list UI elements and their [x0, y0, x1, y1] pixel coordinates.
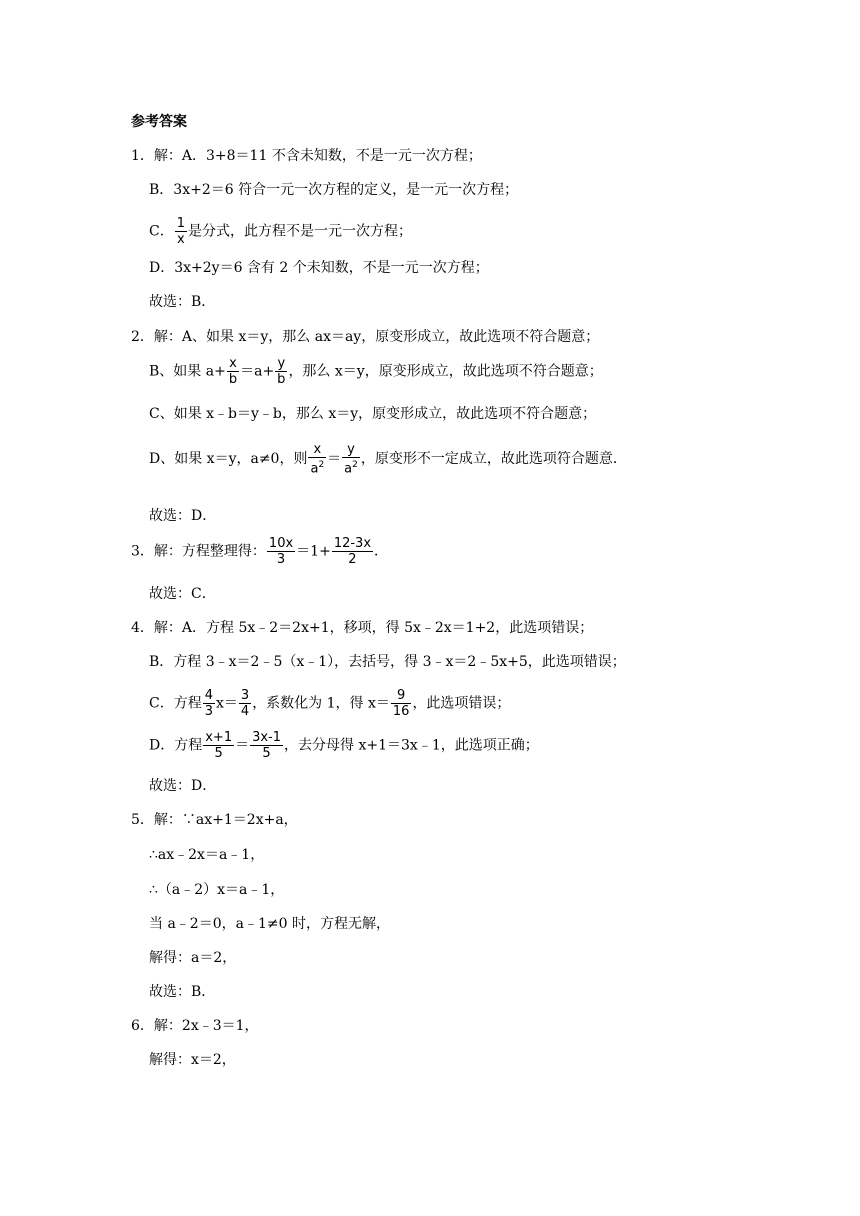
fraction-numerator: y [347, 442, 355, 457]
q4-line-4-prefix: D．方程 [149, 737, 203, 754]
exponent: 2 [318, 460, 325, 470]
fraction-4-over-3 [203, 688, 215, 719]
fraction-denominator: 5 [250, 745, 283, 761]
q3-line-1-suffix: ． [374, 543, 389, 560]
fraction-numerator: x [229, 356, 237, 371]
fraction-numerator: 1 [176, 216, 185, 231]
q1-line-2: B．3x+2＝6 符合一元一次方程的定义，是一元一次方程； [149, 182, 519, 198]
exponent: 2 [352, 460, 358, 470]
fraction-numerator: 9 [397, 688, 406, 703]
fraction-x+1-over-5 [203, 730, 234, 761]
fraction-denominator: 16 [392, 704, 410, 719]
q4-line-3-mid: x＝ [216, 695, 238, 712]
q5-line-1: 5．解：∵ax+1＝2x+a， [131, 812, 298, 828]
fraction-denominator: 4 [240, 704, 250, 719]
q2-line-5: 故选：D． [149, 508, 217, 524]
fraction-numerator: 3x-1 [252, 730, 282, 745]
q3-line-1-prefix: 3．解：方程整理得： [131, 543, 266, 560]
q2-line-4-mid: ＝ [327, 451, 342, 468]
q5-line-4: 当 a﹣2＝0，a﹣1≠0 时，方程无解， [149, 916, 390, 932]
q2-line-2-mid: ＝a+ [240, 363, 275, 380]
fraction-x-over-a-squared [308, 442, 326, 476]
q2-line-2-suffix: ，那么 x＝y，原变形成立，故此选项不符合题意； [288, 363, 603, 380]
q1-line-4: D．3x+2y＝6 含有 2 个未知数，不是一元一次方程； [149, 260, 489, 276]
fraction-1-over-x [175, 216, 187, 247]
q4-line-2: B．方程 3﹣x＝2﹣5（x﹣1），去括号，得 3﹣x＝2﹣5x+5，此选项错误； [149, 654, 626, 670]
q3-line-2: 故选：C． [149, 586, 216, 602]
fraction-denominator: x [175, 231, 187, 247]
fraction-3-over-4 [239, 688, 251, 719]
q3-line-1 [131, 536, 388, 567]
fraction-numerator: y [277, 356, 286, 371]
fraction-3x-1-over-5 [250, 730, 283, 761]
fraction-numerator: 12-3x [333, 536, 372, 551]
fraction-numerator: x [313, 442, 322, 457]
q2-line-4 [149, 442, 627, 476]
q1-line-3-prefix: C． [149, 223, 174, 240]
q4-line-3 [149, 688, 510, 719]
q2-line-2-prefix: B、如果 a+ [149, 363, 226, 380]
q1-line-3 [149, 216, 412, 247]
q4-line-3-prefix: C．方程 [149, 695, 202, 712]
q2-line-4-suffix: ，原变形不一定成立，故此选项符合题意． [360, 451, 627, 468]
q5-line-5: 解得：a＝2， [149, 950, 237, 966]
q4-line-4-mid: ＝ [235, 737, 250, 754]
fraction-y-over-b [275, 356, 287, 387]
fraction-numerator: 3 [240, 688, 250, 703]
q4-line-4-suffix: ，去分母得 x+1＝3x﹣1，此选项正确； [284, 737, 539, 754]
q2-line-4-prefix: D、如果 x＝y，a≠0，则 [149, 451, 308, 468]
q4-line-3-suffix: ，此选项错误； [412, 695, 511, 712]
fraction-12-3x-over-2 [332, 536, 373, 567]
fraction-10x-over-3 [267, 536, 295, 567]
q5-line-3: ∴（a﹣2）x＝a﹣1， [149, 882, 285, 898]
q6-line-2: 解得：x＝2， [149, 1052, 236, 1068]
q4-line-4 [149, 730, 539, 761]
q1-line-5: 故选：B． [149, 294, 216, 310]
fraction-y-over-a-squared [342, 442, 360, 476]
page-title: 参考答案 [131, 114, 187, 130]
fraction-denominator [342, 457, 360, 476]
fraction-denominator: b [277, 372, 286, 387]
denominator-base: a [310, 461, 319, 477]
q1-line-1: 1．解：A．3+8＝11 不含未知数，不是一元一次方程； [131, 148, 482, 164]
q5-line-2: ∴ax﹣2x＝a﹣1， [149, 847, 265, 863]
q2-line-3: C、如果 x﹣b＝y﹣b，那么 x＝y，原变形成立，故此选项不符合题意； [149, 406, 597, 422]
denominator-base: a [344, 461, 353, 477]
q4-line-5: 故选：D． [149, 778, 217, 794]
q4-line-1: 4．解：A．方程 5x﹣2＝2x+1，移项，得 5x﹣2x＝1+2，此选项错误； [131, 620, 594, 636]
fraction-denominator: b [228, 372, 238, 387]
q5-line-6: 故选：B． [149, 984, 216, 1000]
fraction-denominator: 3 [267, 551, 295, 567]
q4-line-3-mid2: ，系数化为 1，得 x＝ [252, 695, 390, 712]
q2-line-1: 2．解：A、如果 x＝y，那么 ax＝ay，原变形成立，故此选项不符合题意； [131, 329, 600, 345]
q1-line-3-suffix: 是分式，此方程不是一元一次方程； [188, 223, 412, 240]
fraction-denominator: 3 [204, 704, 213, 719]
fraction-denominator: 5 [203, 745, 234, 761]
fraction-x-over-b [227, 356, 239, 387]
fraction-9-over-16 [391, 688, 412, 719]
q3-line-1-mid: ＝1+ [296, 543, 331, 560]
q2-line-2 [149, 356, 603, 387]
q6-line-1: 6．解：2x﹣3＝1， [131, 1018, 259, 1034]
fraction-denominator [308, 457, 326, 476]
fraction-numerator: 10x [268, 536, 294, 551]
fraction-numerator: 4 [204, 688, 213, 703]
fraction-numerator: x+1 [205, 730, 233, 745]
fraction-denominator: 2 [332, 551, 373, 567]
